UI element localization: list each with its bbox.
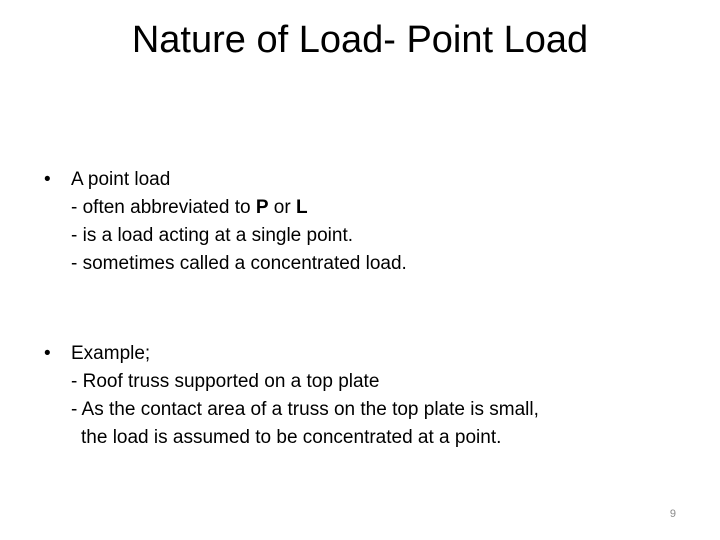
sub-item-definition: - is a load acting at a single point. [71,225,354,246]
bullet-icon: • [44,169,51,190]
bullet-heading: Example; [71,343,151,364]
sub-item-alias: - sometimes called a concentrated load. [71,253,407,274]
slide-title: Nature of Load- Point Load [131,19,589,61]
symbol-l: L [295,197,308,218]
sub-item-abbreviation [44,194,684,222]
bullet-line [44,166,684,194]
sub-item-prefix: - often abbreviated to [71,197,256,218]
bullet-line [44,340,684,368]
sub-item-contact-area: - As the contact area of a truss on the top plate is small, [71,399,539,420]
bullet-example [44,340,684,452]
bullet-icon: • [44,343,51,364]
bullet-heading: A point load [71,169,171,190]
sub-item-connector: or [268,197,296,218]
sub-item-contact-area-continued: the load is assumed to be concentrated at a point. [81,427,502,448]
page-number: 9 [669,508,676,520]
symbol-p: P [255,197,269,218]
bullet-point-load [44,166,684,278]
sub-item-roof-truss: - Roof truss supported on a top plate [71,371,380,392]
